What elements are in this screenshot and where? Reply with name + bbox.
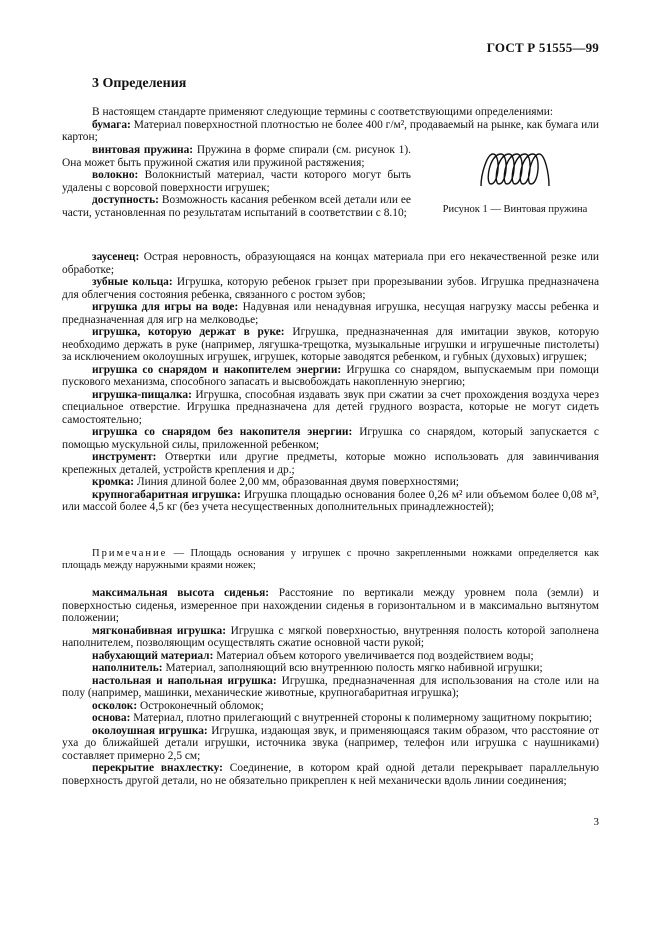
- definition-entry: [62, 700, 599, 713]
- definition-term: бумага:: [92, 118, 131, 131]
- definition-term: набухающий материал:: [92, 649, 214, 662]
- definition-entry: [62, 451, 599, 476]
- definition-entry: [62, 326, 599, 364]
- definition-text: Игрушка, предназначенная для использования на столе или на полу (например, машинки, механические животные, крупногабаритная игрушка);: [62, 674, 599, 699]
- definition-entry: [62, 251, 599, 276]
- definition-entry: [62, 276, 599, 301]
- definition-term: игрушка со снарядом без накопителя энергии:: [92, 426, 353, 438]
- definition-text: Игрушка, издающая звук, и применяющаяся таким образом, что расстояние от уха до ближайшей детали игрушки, источника звука (например, телефон или игрушка с наушниками) составляет примерно 2,5 см;: [62, 724, 599, 762]
- definition-term: осколок:: [92, 699, 138, 712]
- definition-term: игрушка, которую держат в руке:: [92, 326, 285, 338]
- definition-term: винтовая пружина:: [92, 144, 194, 156]
- coil-spring-icon: [479, 150, 551, 190]
- definition-term: околоушная игрушка:: [92, 724, 208, 737]
- definition-entry: [62, 587, 599, 625]
- note-paragraph: [62, 548, 599, 572]
- note-label: Примечание: [92, 548, 168, 559]
- definition-term: игрушка для игры на воде:: [92, 301, 239, 313]
- definition-entry: [62, 194, 411, 219]
- intro-block: [62, 106, 599, 144]
- definition-text: Игрушка площадью основания более 0,26 м² или объемом более 0,08 м³, или массой более 4,5 кг (без учета несущественных дополнительных принадлежностей);: [62, 488, 599, 513]
- definition-term: инструмент:: [92, 451, 157, 463]
- definition-text: Игрушка со снарядом, выпускаемым при помощи пускового механизма, способного запасать и высвобождать накопленную энергию;: [62, 363, 599, 388]
- definition-term: крупногабаритная игрушка:: [92, 488, 241, 501]
- definition-text: Игрушка, которую ребенок грызет при прорезывании зубов. Игрушка предназначена для облегчения состояния ребенка, связанного с ростом зубов;: [62, 276, 600, 301]
- definition-entry: [62, 389, 599, 427]
- intro-paragraph: В настоящем стандарте применяют следующие термины с соответствующими определениями:: [92, 106, 554, 118]
- definition-text: Возможность касания ребенком всей детали или ее части, установленная по результатам испытаний в соответствии с 8.10;: [62, 194, 411, 219]
- definition-text: Материал объем которого увеличивается под воздействием воды;: [213, 649, 534, 662]
- wrapped-definitions: [62, 144, 411, 219]
- definition-term: перекрытие внахлестку:: [92, 762, 223, 774]
- page-number: 3: [593, 816, 599, 828]
- definition-text: Материал, заполняющий всю внутреннюю полость мягко набивной игрушки;: [162, 662, 543, 674]
- definition-entry: [62, 625, 599, 650]
- definition-text: Игрушка, предназначенная для имитации звуков, которую необходимо держать в руке (например, лягушка-трещотка, музыкальные игрушки и игрушечные пистолеты) за исключением околоушных игрушек, игрушек, которые заводятся ребенком, и губных (духовых) игрушек;: [62, 326, 600, 363]
- definition-text: Соединение, в котором край одной детали перекрывает параллельную поверхность другой детали, но не обязательно прикреплен к ней механически вдоль линии соединения;: [62, 762, 599, 787]
- definition-term: зубные кольца:: [92, 276, 173, 288]
- definition-entry: [62, 476, 599, 489]
- definition-text: Волокнистый материал, части которого могут быть удалены с ворсовой поверхности игрушек;: [62, 169, 411, 194]
- document-code: ГОСТ Р 51555—99: [486, 40, 599, 55]
- definitions-list-b: [62, 587, 599, 787]
- definition-entry: [62, 144, 411, 169]
- definition-term: кромка:: [92, 476, 135, 488]
- note-text: — Площадь основания у игрушек с прочно закрепленными ножками определяется как площадь между наружными краями ножек;: [62, 548, 599, 571]
- definition-entry: [62, 364, 599, 389]
- definition-text: Игрушка с мягкой поверхностью, внутренняя полость которой заполнена наполнителем, позволяющим осуществлять сжатие основной части рукой;: [62, 624, 599, 649]
- definitions-list-a: [62, 251, 599, 514]
- section-title: 3 Определения: [92, 76, 187, 91]
- definition-text: Материал поверхностной плотностью не более 400 г/м², продаваемый на рынке, как бумага или картон;: [62, 118, 599, 143]
- definition-term: игрушка со снарядом и накопителем энергии:: [92, 363, 342, 376]
- definition-text: Надувная или ненадувная игрушка, несущая нагрузку массы ребенка и предназначенная для игр на мелководье;: [62, 301, 599, 326]
- definition-term: настольная и напольная игрушка:: [92, 674, 277, 687]
- note-block: [62, 548, 599, 572]
- definition-text: Отвертки или другие предметы, которые можно использовать для завинчивания крепежных деталей, устройств крепления и др.;: [62, 451, 599, 476]
- definition-entry: [62, 650, 599, 663]
- definition-entry: [62, 712, 599, 725]
- definition-term: основа:: [92, 712, 131, 724]
- definition-term: мягконабивная игрушка:: [92, 624, 226, 637]
- definition-entry: [62, 426, 599, 451]
- definition-term: заусенец:: [92, 251, 140, 263]
- definition-term: доступность:: [92, 194, 159, 206]
- definition-text: Линия длиной более 2,00 мм, образованная двумя поверхностями;: [134, 476, 459, 488]
- definition-term: максимальная высота сиденья:: [92, 587, 270, 599]
- definition-text: Пружина в форме спирали (см. рисунок 1). Она может быть пружиной сжатия или пружиной растяжения;: [62, 144, 411, 169]
- definition-entry: [62, 675, 599, 700]
- definition-entry: [62, 301, 599, 326]
- definition-text: Игрушка со снарядом, который запускается с помощью мускульной силы, приложенной ребенком;: [62, 426, 599, 451]
- figure-1: [430, 150, 600, 215]
- definition-entry: [62, 119, 599, 144]
- definition-entry: [62, 489, 599, 514]
- definition-term: наполнитель:: [92, 662, 163, 674]
- definition-entry: [62, 725, 599, 763]
- definition-entry: [62, 662, 599, 675]
- definition-text: Острая неровность, образующаяся на концах материала при его некачественной резке или обработке;: [62, 251, 599, 276]
- definition-entry: [62, 169, 411, 194]
- figure-caption: Рисунок 1 — Винтовая пружина: [442, 204, 588, 215]
- definition-text: Остроконечный обломок;: [137, 699, 264, 712]
- definition-text: Игрушка, способная издавать звук при сжатии за счет прохождения воздуха через специальное отверстие. Игрушка предназначена для детей грудного возраста, которые не могут сидеть самостоятельно;: [62, 388, 599, 426]
- definition-entry: [62, 762, 599, 787]
- definition-term: волокно:: [92, 169, 139, 181]
- definition-text: Расстояние по вертикали между уровнем пола (земли) и поверхностью сиденья, измеренное при нахождении сиденья в горизонтальном и в максимально вытянутом положении;: [62, 587, 599, 624]
- definition-term: игрушка-пищалка:: [92, 388, 192, 401]
- definition-text: Материал, плотно прилегающий с внутренней стороны к полимерному защитному покрытию;: [130, 712, 593, 724]
